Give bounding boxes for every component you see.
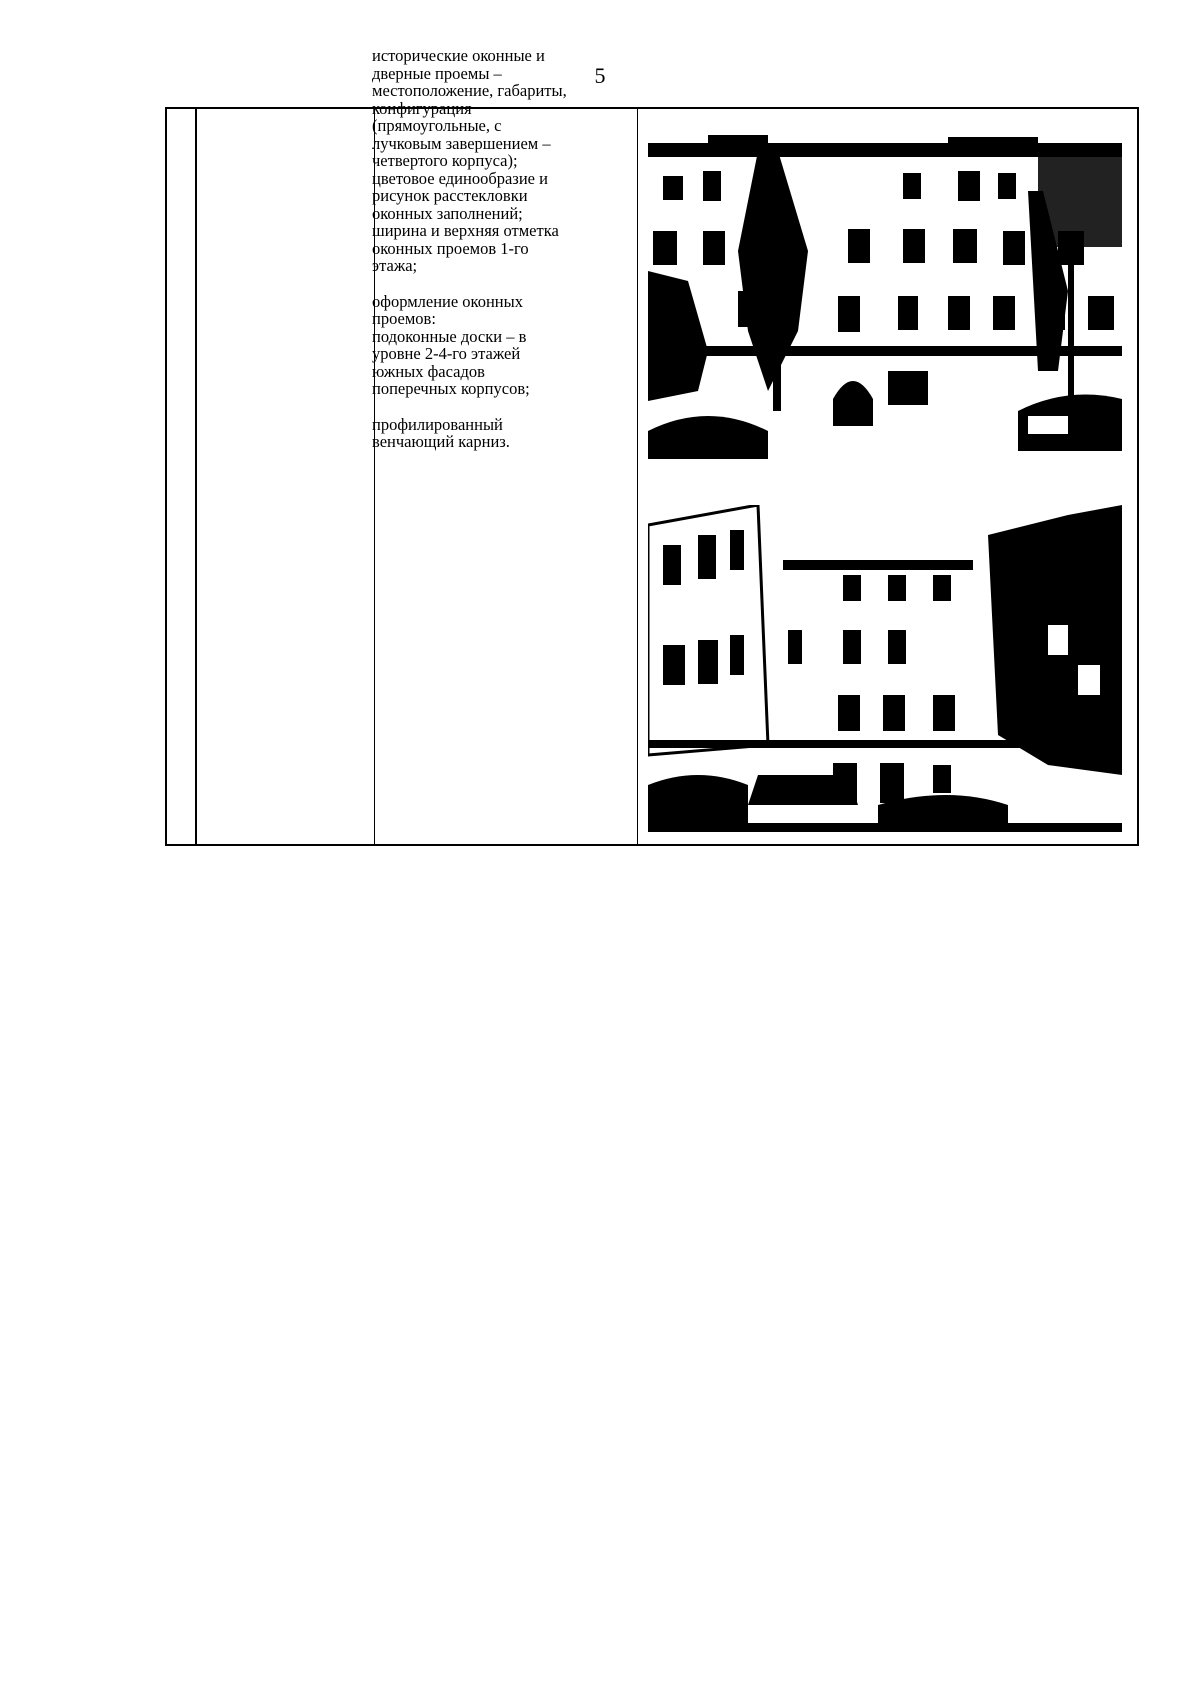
text-line: южных фасадов <box>372 361 485 381</box>
text-block-cornice <box>372 416 625 451</box>
text-line: конфигурация <box>372 98 472 118</box>
text-line: цветовое единообразие и <box>372 168 548 188</box>
text-line: проемов: <box>372 309 436 328</box>
text-block-windows <box>372 47 625 275</box>
page-number: 5 <box>594 63 606 88</box>
courtyard-facade-photo <box>648 505 1122 832</box>
text-line: подоконные доски – в <box>372 326 527 346</box>
text-line: лучковым завершением – <box>372 133 551 153</box>
building-facade-photo <box>648 131 1122 459</box>
text-line: этажа; <box>372 256 418 275</box>
text-line: поперечных корпусов; <box>372 379 530 398</box>
text-line: рисунок расстекловки <box>372 186 528 205</box>
text-line: (прямоугольные, с <box>372 116 502 135</box>
text-line: оформление оконных <box>372 291 523 311</box>
text-block-window-decoration <box>372 293 625 398</box>
text-line: ширина и верхняя отметка <box>372 221 559 240</box>
text-line: исторические оконные и <box>372 46 545 65</box>
text-line: уровне 2-4-го этажей <box>372 344 521 363</box>
text-line: профилированный <box>372 414 503 434</box>
table-column-divider <box>637 109 638 844</box>
text-line: дверные проемы – <box>372 63 502 83</box>
text-line: венчающий карниз. <box>372 432 510 451</box>
table-column-divider <box>195 109 197 844</box>
text-line: местоположение, габариты, <box>372 81 567 100</box>
text-line: четвертого корпуса); <box>372 151 518 170</box>
protected-features-text <box>372 47 625 469</box>
text-line: оконных заполнений; <box>372 203 523 223</box>
text-line: оконных проемов 1-го <box>372 238 529 258</box>
